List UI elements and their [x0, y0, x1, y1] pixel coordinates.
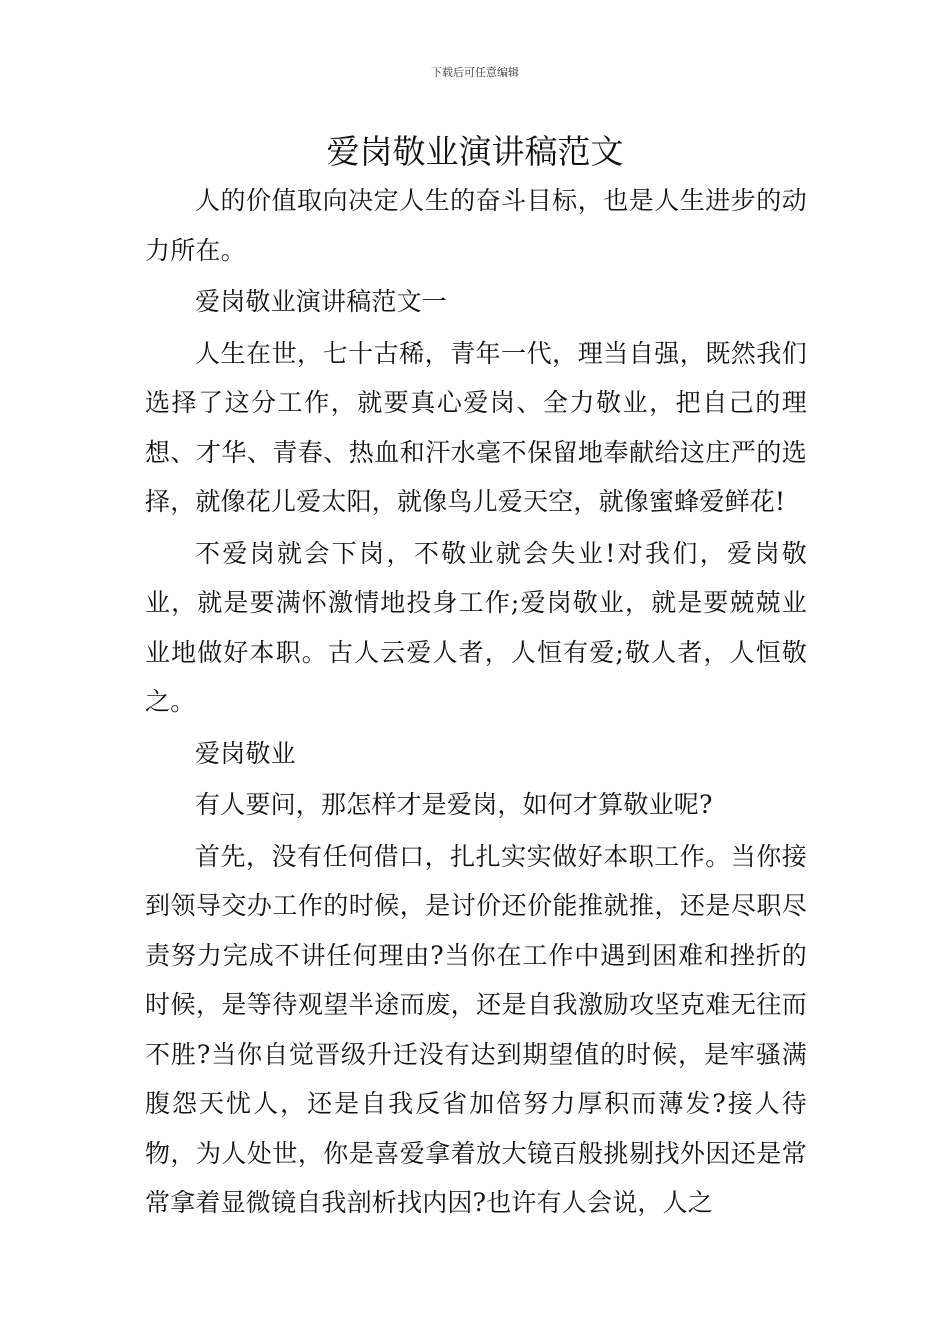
- header-note: 下载后可任意编辑: [431, 66, 519, 79]
- document-body: [145, 176, 807, 1230]
- section-heading-2: 爱岗敬业: [195, 738, 296, 768]
- paragraph-1: 人生在世，七十古稀，青年一代，理当自强，既然我们选择了这分工作，就要真心爱岗、全力敬业，把自己的理想、才华、青春、热血和汗水毫不保留地奉献给这庄严的选择，就像花儿爱太阳，就像鸟儿爱天空，就像蜜蜂爱鲜花!: [145, 338, 807, 516]
- paragraph-3: 有人要问，那怎样才是爱岗，如何才算敬业呢?: [195, 790, 713, 819]
- document-title: 爱岗敬业演讲稿范文: [326, 132, 624, 171]
- paragraph-4: 首先，没有任何借口，扎扎实实做好本职工作。当你接到领导交办工作的时候，是讨价还价能推就推，还是尽职尽责努力完成不讲任何理由?当你在工作中遇到困难和挫折的时候，是等待观望半途而废，还是自我激励攻坚克难无往而不胜?当你自觉晋级升迁没有达到期望值的时候，是牢骚满腹怨天忧人，还是自我反省加倍努力厚积而薄发?接人待物，为人处世，你是喜爱拿着放大镜百般挑剔找外因还是常常拿着显微镜自我剖析找内因?也许有人会说，人之: [145, 841, 807, 1217]
- section-heading-1: 爱岗敬业演讲稿范文一: [195, 287, 448, 316]
- paragraph-2: 不爱岗就会下岗，不敬业就会失业!对我们，爱岗敬业，就是要满怀激情地投身工作;爱岗敬业，就是要兢兢业业地做好本职。古人云爱人者，人恒有爱;敬人者，人恒敬之。: [145, 538, 807, 716]
- paragraph-intro: 人的价值取向决定人生的奋斗目标，也是人生进步的动力所在。: [145, 186, 807, 265]
